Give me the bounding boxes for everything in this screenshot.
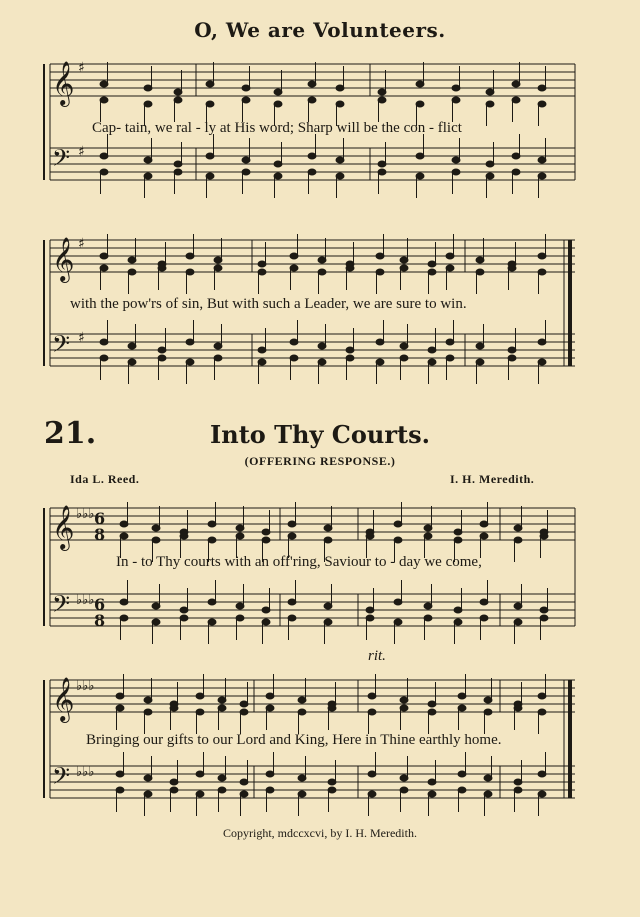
- notehead: [378, 169, 386, 175]
- notehead: [446, 253, 454, 259]
- notehead: [486, 101, 494, 107]
- notehead: [196, 693, 204, 699]
- notehead: [152, 603, 160, 609]
- notehead: [416, 153, 424, 159]
- notehead: [378, 89, 386, 95]
- notehead: [262, 619, 270, 625]
- notehead: [452, 169, 460, 175]
- notehead: [446, 339, 454, 345]
- notehead: [308, 97, 316, 103]
- notehead: [196, 709, 204, 715]
- notehead: [452, 97, 460, 103]
- notehead: [400, 775, 408, 781]
- sharp-icon: ♯: [78, 60, 85, 76]
- notehead: [484, 775, 492, 781]
- sharp-icon: ♯: [78, 330, 85, 346]
- notehead: [158, 347, 166, 353]
- notehead: [324, 537, 332, 543]
- notehead: [266, 693, 274, 699]
- notehead: [512, 153, 520, 159]
- notehead: [258, 359, 266, 365]
- notehead: [218, 787, 226, 793]
- notehead: [538, 253, 546, 259]
- notehead: [236, 533, 244, 539]
- notehead: [486, 161, 494, 167]
- notehead: [170, 787, 178, 793]
- notehead: [508, 347, 516, 353]
- notehead: [236, 603, 244, 609]
- treble-staff-1: [50, 64, 575, 96]
- notehead: [158, 355, 166, 361]
- notehead: [400, 257, 408, 263]
- notehead: [428, 261, 436, 267]
- lyric-line: Bringing our gifts to our Lord and King, Here in Thine earthly home.: [86, 732, 502, 748]
- notehead: [538, 771, 546, 777]
- notehead: [508, 265, 516, 271]
- notehead: [428, 269, 436, 275]
- notehead: [476, 269, 484, 275]
- notehead: [236, 525, 244, 531]
- notehead: [458, 771, 466, 777]
- notehead: [180, 615, 188, 621]
- flat-icon: ♭♭♭: [76, 507, 95, 522]
- notehead: [144, 157, 152, 163]
- notehead: [116, 771, 124, 777]
- notehead: [100, 265, 108, 271]
- notehead: [152, 619, 160, 625]
- notehead: [266, 787, 274, 793]
- notehead: [144, 791, 152, 797]
- notehead: [318, 359, 326, 365]
- notehead: [394, 537, 402, 543]
- notehead: [288, 521, 296, 527]
- notehead: [128, 359, 136, 365]
- notehead: [428, 359, 436, 365]
- sharp-icon: ♯: [78, 144, 85, 160]
- notehead: [152, 537, 160, 543]
- notehead: [258, 269, 266, 275]
- notehead: [128, 343, 136, 349]
- notehead: [424, 525, 432, 531]
- notehead: [208, 521, 216, 527]
- notehead: [218, 775, 226, 781]
- notehead: [424, 615, 432, 621]
- notehead: [328, 705, 336, 711]
- notehead: [298, 697, 306, 703]
- notehead: [514, 705, 522, 711]
- treble-staff-3: [50, 508, 575, 540]
- treble-staff-2: [50, 240, 575, 272]
- notehead: [346, 355, 354, 361]
- notehead: [186, 359, 194, 365]
- notehead: [428, 347, 436, 353]
- notehead: [100, 153, 108, 159]
- copyright-notice: Copyright, mdccxcvi, by I. H. Meredith.: [223, 826, 417, 840]
- notehead: [476, 343, 484, 349]
- notehead: [288, 599, 296, 605]
- notehead: [206, 153, 214, 159]
- notehead: [308, 81, 316, 87]
- notehead: [476, 359, 484, 365]
- notehead: [208, 599, 216, 605]
- notehead: [458, 787, 466, 793]
- notehead: [454, 619, 462, 625]
- notehead: [538, 339, 546, 345]
- bass-clef-icon: 𝄢: [52, 590, 71, 623]
- notehead: [452, 85, 460, 91]
- time-signature: 8: [94, 611, 106, 630]
- notehead: [152, 525, 160, 531]
- notehead: [318, 269, 326, 275]
- flat-icon: ♭♭♭: [76, 679, 95, 694]
- notehead: [538, 85, 546, 91]
- notehead: [258, 347, 266, 353]
- notehead: [540, 615, 548, 621]
- notehead: [144, 85, 152, 91]
- notehead: [484, 697, 492, 703]
- notehead: [446, 265, 454, 271]
- notehead: [428, 779, 436, 785]
- hymn-number: 21.: [44, 416, 97, 451]
- lyric-line: In - to Thy courts with an off'ring, Saviour to - day we come,: [116, 554, 482, 570]
- treble-clef-icon: 𝄞: [52, 505, 75, 549]
- notehead: [400, 697, 408, 703]
- notehead: [376, 253, 384, 259]
- notehead: [538, 269, 546, 275]
- notehead: [240, 709, 248, 715]
- notehead: [400, 705, 408, 711]
- notehead: [416, 173, 424, 179]
- notehead: [446, 355, 454, 361]
- notehead: [540, 533, 548, 539]
- notehead: [484, 791, 492, 797]
- notehead: [100, 97, 108, 103]
- notehead: [100, 253, 108, 259]
- treble-clef-icon: 𝄞: [52, 237, 75, 281]
- notehead: [240, 791, 248, 797]
- notehead: [120, 533, 128, 539]
- notehead: [144, 101, 152, 107]
- notehead: [208, 619, 216, 625]
- notehead: [378, 97, 386, 103]
- notehead: [394, 521, 402, 527]
- notehead: [144, 697, 152, 703]
- notehead: [480, 599, 488, 605]
- notehead: [346, 347, 354, 353]
- bass-clef-icon: 𝄢: [52, 330, 71, 363]
- hymn-title: Into Thy Courts.: [210, 420, 430, 449]
- notehead: [376, 359, 384, 365]
- notehead: [100, 81, 108, 87]
- notehead: [476, 257, 484, 263]
- notehead: [328, 787, 336, 793]
- notehead: [144, 709, 152, 715]
- notehead: [208, 537, 216, 543]
- notehead: [336, 157, 344, 163]
- notehead: [174, 89, 182, 95]
- notehead: [240, 779, 248, 785]
- notehead: [324, 525, 332, 531]
- notehead: [298, 791, 306, 797]
- bass-clef-icon: 𝄢: [52, 762, 71, 795]
- bass-staff-3: [50, 594, 575, 626]
- notehead: [366, 607, 374, 613]
- notehead: [368, 771, 376, 777]
- notehead: [400, 343, 408, 349]
- notehead: [508, 355, 516, 361]
- notehead: [262, 529, 270, 535]
- notehead: [274, 173, 282, 179]
- hymn-title: O, We are Volunteers.: [194, 18, 446, 42]
- notehead: [514, 619, 522, 625]
- notehead: [218, 705, 226, 711]
- notehead: [538, 359, 546, 365]
- notehead: [120, 615, 128, 621]
- notehead: [290, 355, 298, 361]
- notehead: [512, 81, 520, 87]
- notehead: [174, 169, 182, 175]
- notehead: [214, 265, 222, 271]
- notehead: [368, 791, 376, 797]
- notehead: [424, 603, 432, 609]
- notehead: [394, 619, 402, 625]
- notehead: [240, 701, 248, 707]
- notehead: [274, 101, 282, 107]
- notehead: [242, 97, 250, 103]
- treble-clef-icon: 𝄞: [52, 677, 75, 721]
- notehead: [242, 169, 250, 175]
- notehead: [242, 85, 250, 91]
- notehead: [206, 101, 214, 107]
- notehead: [538, 173, 546, 179]
- notehead: [262, 607, 270, 613]
- notehead: [336, 173, 344, 179]
- notehead: [378, 161, 386, 167]
- treble-staff-4: [50, 680, 575, 712]
- notehead: [274, 89, 282, 95]
- time-signature: 6: [94, 595, 106, 614]
- notehead: [394, 599, 402, 605]
- notehead: [186, 269, 194, 275]
- notehead: [120, 521, 128, 527]
- notehead: [538, 157, 546, 163]
- notehead: [318, 257, 326, 263]
- notehead: [170, 705, 178, 711]
- notehead: [454, 529, 462, 535]
- notehead: [480, 521, 488, 527]
- notehead: [290, 265, 298, 271]
- notehead: [424, 533, 432, 539]
- notehead: [486, 173, 494, 179]
- notehead: [116, 693, 124, 699]
- lyric-line: Cap- tain, we ral - ly at His word; Sharp will be the con - flict: [92, 120, 462, 136]
- notehead: [290, 339, 298, 345]
- notehead: [120, 599, 128, 605]
- notehead: [428, 709, 436, 715]
- notehead: [100, 169, 108, 175]
- hymn-subtitle: (OFFERING RESPONSE.): [244, 454, 396, 468]
- notehead: [328, 779, 336, 785]
- notehead: [376, 269, 384, 275]
- notehead: [214, 355, 222, 361]
- notehead: [376, 339, 384, 345]
- notehead: [428, 791, 436, 797]
- flat-icon: ♭♭♭: [76, 593, 95, 608]
- lyric-line: with the pow'rs of sin, But with such a Leader, we are sure to win.: [70, 296, 467, 312]
- notehead: [324, 619, 332, 625]
- notehead: [180, 533, 188, 539]
- notehead: [512, 169, 520, 175]
- notehead: [512, 97, 520, 103]
- notehead: [236, 615, 244, 621]
- bass-staff-4: [50, 766, 575, 798]
- notehead: [400, 787, 408, 793]
- notehead: [242, 157, 250, 163]
- notehead: [186, 253, 194, 259]
- notehead: [324, 603, 332, 609]
- notehead: [480, 533, 488, 539]
- notehead: [170, 779, 178, 785]
- treble-clef-icon: 𝄞: [52, 61, 75, 105]
- notehead: [144, 173, 152, 179]
- notehead: [298, 709, 306, 715]
- notehead: [514, 537, 522, 543]
- notehead: [266, 771, 274, 777]
- notehead: [128, 257, 136, 263]
- notehead: [514, 603, 522, 609]
- notehead: [290, 253, 298, 259]
- notehead: [368, 693, 376, 699]
- notehead: [206, 173, 214, 179]
- composer-credit: I. H. Meredith.: [450, 472, 535, 486]
- notehead: [288, 615, 296, 621]
- bass-clef-icon: 𝄢: [52, 144, 71, 177]
- notehead: [514, 525, 522, 531]
- notehead: [174, 161, 182, 167]
- notehead: [486, 89, 494, 95]
- notehead: [400, 265, 408, 271]
- author-credit: Ida L. Reed.: [70, 472, 140, 486]
- notehead: [540, 607, 548, 613]
- notehead: [100, 355, 108, 361]
- notehead: [458, 693, 466, 699]
- notehead: [144, 775, 152, 781]
- notehead: [158, 265, 166, 271]
- notehead: [400, 355, 408, 361]
- notehead: [128, 269, 136, 275]
- notehead: [336, 101, 344, 107]
- notehead: [346, 265, 354, 271]
- notehead: [416, 81, 424, 87]
- notehead: [288, 533, 296, 539]
- notehead: [274, 161, 282, 167]
- notehead: [454, 607, 462, 613]
- notehead: [454, 537, 462, 543]
- notehead: [428, 701, 436, 707]
- notehead: [416, 101, 424, 107]
- notehead: [218, 697, 226, 703]
- notehead: [116, 705, 124, 711]
- notehead: [258, 261, 266, 267]
- notehead: [100, 339, 108, 345]
- notehead: [538, 709, 546, 715]
- notehead: [336, 85, 344, 91]
- notehead: [214, 343, 222, 349]
- notehead: [458, 705, 466, 711]
- notehead: [186, 339, 194, 345]
- notehead: [480, 615, 488, 621]
- notehead: [262, 537, 270, 543]
- notehead: [214, 257, 222, 263]
- notehead: [514, 787, 522, 793]
- tempo-mark: rit.: [368, 648, 386, 664]
- time-signature: 6: [94, 509, 106, 528]
- notehead: [318, 343, 326, 349]
- notehead: [206, 81, 214, 87]
- flat-icon: ♭♭♭: [76, 765, 95, 780]
- notehead: [180, 607, 188, 613]
- notehead: [538, 791, 546, 797]
- notehead: [308, 169, 316, 175]
- notehead: [196, 771, 204, 777]
- notehead: [538, 101, 546, 107]
- sharp-icon: ♯: [78, 236, 85, 252]
- time-signature: 8: [94, 525, 106, 544]
- notehead: [366, 615, 374, 621]
- notehead: [484, 709, 492, 715]
- notehead: [514, 779, 522, 785]
- notehead: [368, 709, 376, 715]
- notehead: [116, 787, 124, 793]
- notehead: [452, 157, 460, 163]
- notehead: [174, 97, 182, 103]
- notehead: [308, 153, 316, 159]
- notehead: [366, 533, 374, 539]
- notehead: [266, 705, 274, 711]
- notehead: [196, 791, 204, 797]
- notehead: [538, 693, 546, 699]
- notehead: [298, 775, 306, 781]
